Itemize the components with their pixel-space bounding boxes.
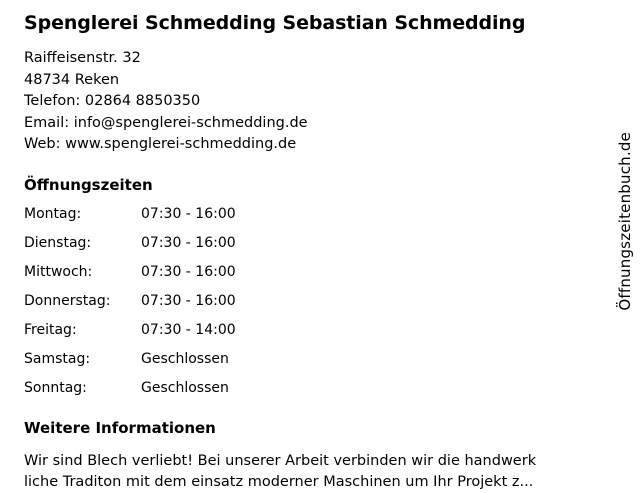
day-hours: 07:30 - 16:00 <box>141 234 236 251</box>
phone-line: Telefon: 02864 8850350 <box>24 93 201 109</box>
page-title: Spenglerei Schmedding Sebastian Schmedding <box>24 12 526 34</box>
opening-hours-table <box>24 206 236 409</box>
day-label: Montag: <box>24 205 82 222</box>
day-hours: Geschlossen <box>141 350 229 367</box>
table-row <box>24 293 236 322</box>
day-hours: 07:30 - 14:00 <box>141 321 236 338</box>
table-row <box>24 380 236 409</box>
further-information-heading: Weitere Informationen <box>24 418 216 437</box>
day-label: Dienstag: <box>24 234 92 251</box>
table-row <box>24 206 236 235</box>
day-label: Mittwoch: <box>24 263 93 280</box>
table-row <box>24 264 236 293</box>
watermark-brand: Öffnungszeitenbuch.de <box>616 132 634 311</box>
website-line: Web: www.spenglerei-schmedding.de <box>24 136 297 152</box>
further-information-text <box>24 451 624 493</box>
day-label: Freitag: <box>24 321 77 338</box>
info-text-line-1: Wir sind Blech verliebt! Bei unserer Arbeit verbinden wir die handwerk <box>24 452 537 469</box>
business-listing <box>24 10 604 493</box>
day-hours: 07:30 - 16:00 <box>141 263 236 280</box>
day-hours: 07:30 - 16:00 <box>141 205 236 222</box>
email-line: Email: info@spenglerei-schmedding.de <box>24 114 308 131</box>
day-hours: Geschlossen <box>141 379 229 396</box>
address-block <box>24 48 604 156</box>
table-row <box>24 322 236 351</box>
day-label: Samstag: <box>24 350 91 367</box>
day-hours: 07:30 - 16:00 <box>141 292 236 309</box>
table-row <box>24 235 236 264</box>
day-label: Sonntag: <box>24 379 87 396</box>
opening-hours-heading: Öffnungszeiten <box>24 175 153 194</box>
street-line: Raiffeisenstr. 32 <box>24 50 141 66</box>
table-row <box>24 351 236 380</box>
city-line: 48734 Reken <box>24 71 120 88</box>
day-label: Donnerstag: <box>24 292 111 309</box>
info-text-line-2: liche Traditon mit dem einsatz moderner Maschinen um Ihr Projekt z... <box>24 473 534 490</box>
